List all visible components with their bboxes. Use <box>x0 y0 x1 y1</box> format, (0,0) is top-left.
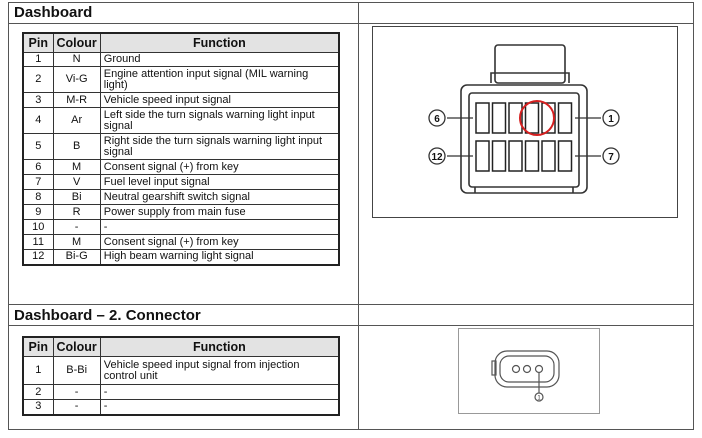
pin-cell: 3 <box>23 93 53 108</box>
pin-cell: 9 <box>23 205 53 220</box>
table-row <box>23 220 339 235</box>
colour-cell: - <box>53 385 100 400</box>
pin-cavity <box>526 141 539 171</box>
colour-cell: Bi-G <box>53 250 100 265</box>
colour-cell: Ar <box>53 108 100 134</box>
table-row <box>23 235 339 250</box>
pin-cell: 2 <box>23 67 53 93</box>
function-cell: Fuel level input signal <box>100 175 339 190</box>
pin-cell: 4 <box>23 108 53 134</box>
pin-cavity <box>476 103 489 133</box>
pin-cavity <box>493 141 506 171</box>
colour-cell: R <box>53 205 100 220</box>
colour-cell: B <box>53 134 100 160</box>
pin-cavity <box>542 141 555 171</box>
section-title-connector-2: Dashboard – 2. Connector <box>14 307 201 324</box>
pin-cell: 12 <box>23 250 53 265</box>
pin-label-6: 6 <box>434 114 440 125</box>
pin-cavity <box>526 103 539 133</box>
table-row <box>23 400 339 415</box>
pin-cell: 8 <box>23 190 53 205</box>
table-header-row <box>23 337 339 357</box>
table-body <box>23 53 339 265</box>
function-cell: Power supply from main fuse <box>100 205 339 220</box>
colour-cell: M <box>53 235 100 250</box>
pin-cell: 5 <box>23 134 53 160</box>
function-cell: High beam warning light signal <box>100 250 339 265</box>
pin-cell: 6 <box>23 160 53 175</box>
row-divider <box>8 304 694 305</box>
pin-cavity <box>493 103 506 133</box>
pin-label-1: 1 <box>608 114 614 125</box>
section-title-dashboard: Dashboard <box>14 4 93 21</box>
header-pin: Pin <box>23 33 53 53</box>
table-row <box>23 175 339 190</box>
colour-cell: M <box>53 160 100 175</box>
table-row <box>23 108 339 134</box>
function-cell: Vehicle speed input signal from injection control unit <box>100 357 339 385</box>
function-cell: Consent signal (+) from key <box>100 160 339 175</box>
12-pin-connector-drawing <box>373 27 677 217</box>
pin-label-7: 7 <box>608 152 614 163</box>
function-cell: - <box>100 385 339 400</box>
pin-cell: 3 <box>23 400 53 415</box>
function-cell: - <box>100 220 339 235</box>
table-row <box>23 67 339 93</box>
function-cell: Left side the turn signals warning light input signal <box>100 108 339 134</box>
pin-label-12: 12 <box>431 152 443 163</box>
header-colour: Colour <box>53 33 100 53</box>
pin-cell: 2 <box>23 385 53 400</box>
header-function: Function <box>100 33 339 53</box>
pin-cell: 1 <box>23 53 53 67</box>
table-row <box>23 134 339 160</box>
table-header-row <box>23 33 339 53</box>
3-pin-connector-drawing <box>459 329 599 413</box>
pinout-table-connector-2 <box>22 336 340 416</box>
colour-cell: Vi-G <box>53 67 100 93</box>
pin-label-1: 1 <box>537 395 541 402</box>
colour-cell: - <box>53 220 100 235</box>
pin-cell: 11 <box>23 235 53 250</box>
header-colour: Colour <box>53 337 100 357</box>
table-row <box>23 160 339 175</box>
colour-cell: M-R <box>53 93 100 108</box>
pin-cavity <box>559 141 572 171</box>
table-row <box>23 190 339 205</box>
table-row <box>23 357 339 385</box>
pin-cell: 7 <box>23 175 53 190</box>
header-pin: Pin <box>23 337 53 357</box>
pin-cavities <box>476 103 572 171</box>
colour-cell: V <box>53 175 100 190</box>
function-cell: - <box>100 400 339 415</box>
row-divider <box>8 325 694 326</box>
table-row <box>23 385 339 400</box>
table-row <box>23 250 339 265</box>
table-row <box>23 53 339 67</box>
pin-cavity <box>559 103 572 133</box>
function-cell: Engine attention input signal (MIL warning light) <box>100 67 339 93</box>
pin-cavity <box>509 141 522 171</box>
header-function: Function <box>100 337 339 357</box>
colour-cell: B-Bi <box>53 357 100 385</box>
function-cell: Consent signal (+) from key <box>100 235 339 250</box>
function-cell: Vehicle speed input signal <box>100 93 339 108</box>
table-row <box>23 93 339 108</box>
colour-cell: Bi <box>53 190 100 205</box>
function-cell: Ground <box>100 53 339 67</box>
pin-cell: 1 <box>23 357 53 385</box>
function-cell: Right side the turn signals warning light input signal <box>100 134 339 160</box>
pinout-table-dashboard <box>22 32 340 266</box>
pin-cavity <box>476 141 489 171</box>
colour-cell: - <box>53 400 100 415</box>
function-cell: Neutral gearshift switch signal <box>100 190 339 205</box>
row-divider <box>8 23 694 24</box>
colour-cell: N <box>53 53 100 67</box>
pin-cell: 10 <box>23 220 53 235</box>
connector-diagram-panel <box>372 26 678 218</box>
table-body <box>23 357 339 415</box>
connector-2-diagram-panel <box>458 328 600 414</box>
table-row <box>23 205 339 220</box>
column-divider <box>358 2 359 430</box>
